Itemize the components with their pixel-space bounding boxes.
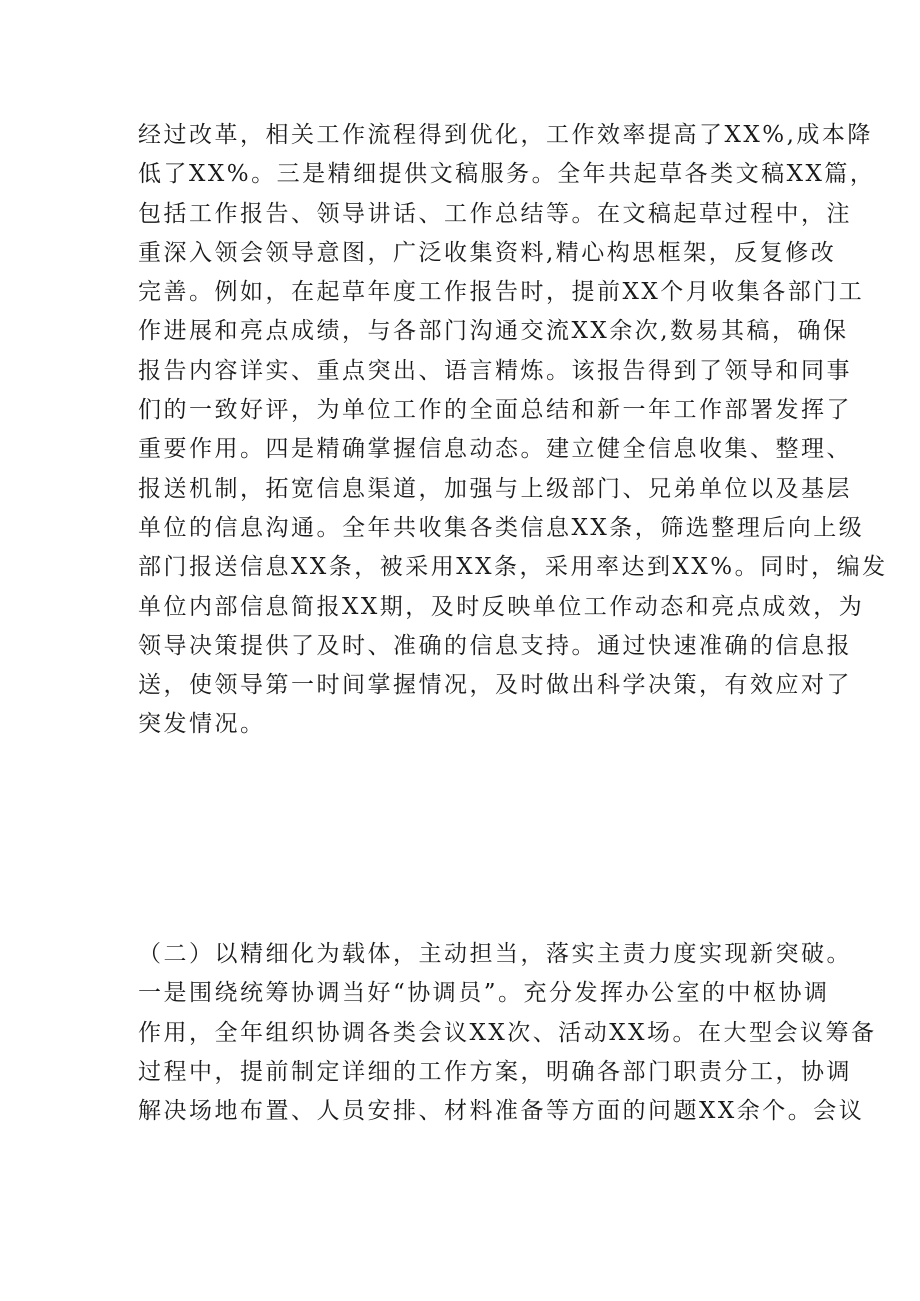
text-line: 包括工作报告、领导讲话、工作总结等。在文稿起草过程中，注 xyxy=(138,200,852,227)
text-line: 重要作用。四是精确掌握信息动态。建立健全信息收集、整理、 xyxy=(138,436,852,463)
text-line: 报告内容详实、重点突出、语言精炼。该报告得到了领导和同事 xyxy=(138,357,852,384)
text-line: 完善。例如，在起草年度工作报告时，提前XX个月收集各部门工 xyxy=(138,279,865,306)
text-line: 报送机制，拓宽信息渠道，加强与上级部门、兄弟单位以及基层 xyxy=(138,475,852,502)
text-line: 单位内部信息简报XX期，及时反映单位工作动态和亮点成效，为 xyxy=(138,593,865,620)
text-line: 过程中，提前制定详细的工作方案，明确各部门职责分工，协调 xyxy=(138,1058,852,1085)
text-line: 单位的信息沟通。全年共收集各类信息XX条，筛选整理后向上级 xyxy=(138,514,865,541)
body-paragraph-2 xyxy=(138,935,877,1131)
text-line: 部门报送信息XX条，被采用XX条，采用率达到XX%。同时，编发 xyxy=(138,554,888,581)
section-heading-line: （二）以精细化为载体，主动担当，落实主责力度实现新突破。 xyxy=(138,941,852,967)
body-paragraph-1 xyxy=(138,116,888,745)
text-line: 送，使领导第一时间掌握情况，及时做出科学决策，有效应对了 xyxy=(138,672,852,699)
text-line: 作进展和亮点成绩，与各部门沟通交流XX余次,数易其稿，确保 xyxy=(138,318,849,345)
text-line: 们的一致好评，为单位工作的全面总结和新一年工作部署发挥了 xyxy=(138,397,852,424)
text-line: 经过改革，相关工作流程得到优化，工作效率提高了XX%,成本降 xyxy=(138,122,873,148)
text-line: 低了XX%。三是精细提供文稿服务。全年共起草各类文稿XX篇， xyxy=(138,161,876,188)
text-line: 重深入领会领导意图，广泛收集资料,精心构思框架，反复修改 xyxy=(138,239,837,266)
text-line: 作用，全年组织协调各类会议XX次、活动XX场。在大型会议筹备 xyxy=(138,1019,877,1046)
text-line: 领导决策提供了及时、准确的信息支持。通过快速准确的信息报 xyxy=(138,632,852,659)
text-line: 解决场地布置、人员安排、材料准备等方面的问题XX余个。会议 xyxy=(138,1098,865,1125)
text-line: 一是围绕统筹协调当好“协调员”。充分发挥办公室的中枢协调 xyxy=(138,980,830,1007)
text-line: 突发情况。 xyxy=(138,711,266,738)
